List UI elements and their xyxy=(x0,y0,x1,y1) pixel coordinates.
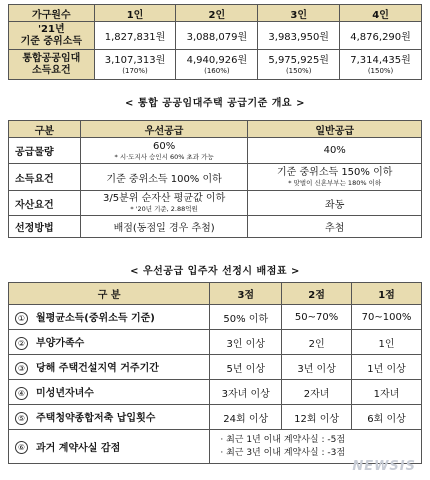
table-row xyxy=(9,330,422,355)
item-label: 부양가족수 xyxy=(36,338,85,350)
header-category: 구분 xyxy=(9,121,81,138)
row-label: 소득요건 xyxy=(9,164,81,191)
general-value: 좌동 xyxy=(248,191,422,216)
income-requirement-row xyxy=(9,50,422,80)
score3-value: 3자녀 이상 xyxy=(210,380,282,405)
score2-value: 12회 이상 xyxy=(282,405,352,430)
score1-value: 6회 이상 xyxy=(352,405,422,430)
general-value: 추첨 xyxy=(248,216,422,238)
row-label-line2: 소득요건 xyxy=(31,64,71,76)
income-table xyxy=(8,4,422,80)
cell-value: 1,827,831원 xyxy=(94,22,176,50)
table-row xyxy=(9,216,422,238)
col-4person: 4인 xyxy=(340,5,422,22)
cell-percent: (150%) xyxy=(367,66,394,75)
cell-value: 4,940,926원 xyxy=(186,54,248,66)
header-1point: 1점 xyxy=(352,283,422,305)
table-row xyxy=(9,138,422,164)
cell-value: 3,107,313원 xyxy=(104,54,166,66)
household-size-header: 가구원수 xyxy=(9,5,95,22)
item-number: ② xyxy=(15,337,28,350)
row-label: 공급물량 xyxy=(9,138,81,164)
item-label: 월평균소득(중위소득 기준) xyxy=(36,313,155,325)
table-row xyxy=(9,355,422,380)
score1-value: 1인 xyxy=(352,330,422,355)
col-1person: 1인 xyxy=(94,5,176,22)
cell-value: 7,314,435원 xyxy=(350,54,411,66)
deduction-line1: · 최근 1년 이내 계약사실 : -5점 xyxy=(220,434,346,445)
item-label: 당해 주택건설지역 거주기간 xyxy=(36,363,159,375)
table-row xyxy=(9,380,422,405)
cell-value: 3,088,079원 xyxy=(176,22,258,50)
item-number: ⑤ xyxy=(15,412,28,425)
header-category: 구 분 xyxy=(9,283,210,305)
cell-percent: (160%) xyxy=(204,66,230,75)
score2-value: 3년 이상 xyxy=(282,355,352,380)
priority-value: 60% xyxy=(153,140,176,152)
item-number: ③ xyxy=(15,362,28,375)
priority-value: 기준 중위소득 100% 이하 xyxy=(80,164,248,191)
cell-value: 5,975,925원 xyxy=(268,54,329,66)
col-3person: 3인 xyxy=(258,5,340,22)
newsis-watermark: NEWSIS xyxy=(352,459,416,474)
header-general: 일반공급 xyxy=(248,121,422,138)
general-value: 40% xyxy=(248,138,422,164)
cell-percent: (170%) xyxy=(122,66,148,75)
score3-value: 24회 이상 xyxy=(210,405,282,430)
cell-value: 3,983,950원 xyxy=(258,22,340,50)
priority-value: 3/5분위 순자산 평균값 이하 xyxy=(103,193,226,204)
supply-criteria-table xyxy=(8,120,422,238)
item-number: ⑥ xyxy=(15,441,28,454)
scoring-caption: < 우선공급 입주자 선정시 배점표 > xyxy=(130,266,300,277)
item-label: 과거 계약사실 감점 xyxy=(36,442,121,454)
score3-value: 3인 이상 xyxy=(210,330,282,355)
table-row xyxy=(9,305,422,330)
item-number: ① xyxy=(15,312,28,325)
item-number: ④ xyxy=(15,387,28,400)
header-3points: 3점 xyxy=(210,283,282,305)
supply-criteria-caption: < 통합 공공임대주택 공급기준 개요 > xyxy=(125,98,305,109)
table-row xyxy=(9,191,422,216)
score3-value: 5년 이상 xyxy=(210,355,282,380)
table-row xyxy=(9,405,422,430)
cell-percent: (150%) xyxy=(285,66,312,75)
deduction-line2: · 최근 3년 이내 계약사실 : -3점 xyxy=(220,447,346,458)
score2-value: 2인 xyxy=(282,330,352,355)
header-2points: 2점 xyxy=(282,283,352,305)
cell-value: 4,876,290원 xyxy=(340,22,422,50)
item-label: 미성년자녀수 xyxy=(36,388,94,400)
row-label-line1: 통합공공임대 xyxy=(22,52,81,64)
general-value: 기준 중위소득 150% 이하 xyxy=(277,167,393,178)
score1-value: 1년 이상 xyxy=(352,355,422,380)
score3-value: 50% 이하 xyxy=(210,305,282,330)
score2-value: 2자녀 xyxy=(282,380,352,405)
item-label: 주택청약종합저축 납입횟수 xyxy=(36,413,156,425)
scoring-table xyxy=(8,282,422,464)
row-label-line2: 기준 중위소득 xyxy=(20,35,83,47)
priority-note: * 시·도지사 승인시 60% 초과 가능 xyxy=(114,152,214,161)
median-income-row xyxy=(9,22,422,50)
priority-value: 배점(동점일 경우 추첨) xyxy=(80,216,248,238)
row-label: 자산요건 xyxy=(9,191,81,216)
row-label: 선정방법 xyxy=(9,216,81,238)
score1-value: 1자녀 xyxy=(352,380,422,405)
score1-value: 70~100% xyxy=(352,305,422,330)
header-priority: 우선공급 xyxy=(80,121,248,138)
col-2person: 2인 xyxy=(176,5,258,22)
score2-value: 50~70% xyxy=(282,305,352,330)
general-note: * 맞벌이 신혼부부는 180% 이하 xyxy=(288,179,382,187)
row-label-line1: '21년 xyxy=(37,23,65,35)
table-row xyxy=(9,164,422,191)
priority-note: * '20년 기준, 2.88억원 xyxy=(130,205,198,213)
